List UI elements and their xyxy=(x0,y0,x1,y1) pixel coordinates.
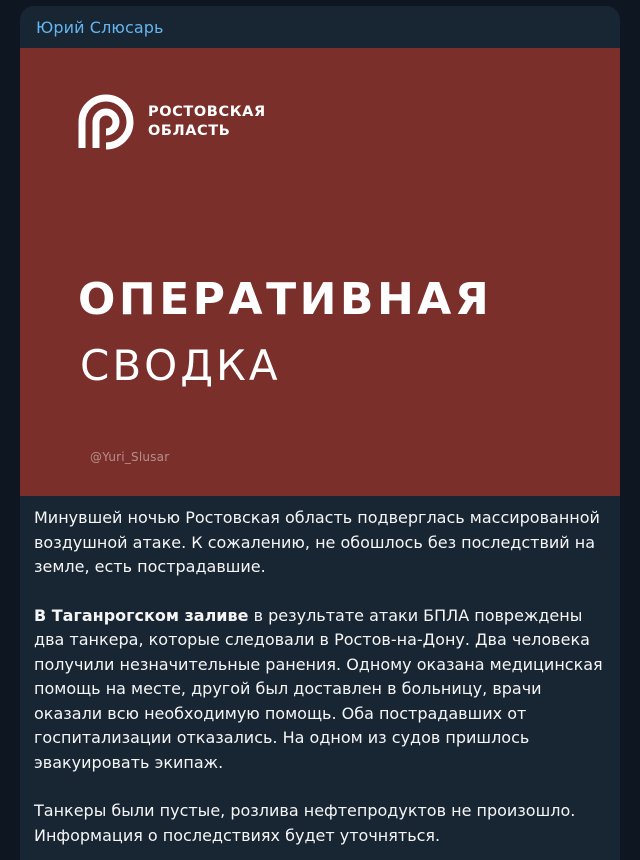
message-paragraph-3: Танкеры были пустые, розлива нефтепродуктов не произошло. Информация о последствиях будет уточняться. xyxy=(34,801,576,845)
logo-line-1: РОСТОВСКАЯ xyxy=(148,104,266,120)
message-image[interactable] xyxy=(20,48,620,496)
message-bubble[interactable] xyxy=(20,6,620,860)
message-paragraph-1: Минувшей ночью Ростовская область подверглась массированной воздушной атаке. К сожалению, не обошлось без последствий на земле, есть пострадавшие. xyxy=(34,508,600,576)
logo-line-2: ОБЛАСТЬ xyxy=(148,123,231,139)
message-paragraph-2 xyxy=(34,604,614,776)
logo-text xyxy=(148,103,266,141)
message-author[interactable]: Юрий Слюсарь xyxy=(36,18,164,37)
image-title-line-2: СВОДКА xyxy=(80,341,281,390)
paragraph-2-body: в результате атаки БПЛА повреждены два танкера, которые следовали в Ростов-на-Дону. Два человека получили незначительные ранения. Одному оказана медицинская помощь на месте, другой был доставлен в больницу, врачи оказали всю необходимую помощь. Оба пострадавших от госпитализации отказались. На одном из судов пришлось эвакуировать экипаж. xyxy=(34,605,603,772)
message-text xyxy=(34,506,614,860)
rostov-region-logo-icon xyxy=(76,92,136,152)
bold-location: В Таганрогском заливе xyxy=(34,605,249,625)
image-watermark: @Yuri_Slusar xyxy=(90,450,170,464)
image-title-line-1: ОПЕРАТИВНАЯ xyxy=(78,274,493,325)
